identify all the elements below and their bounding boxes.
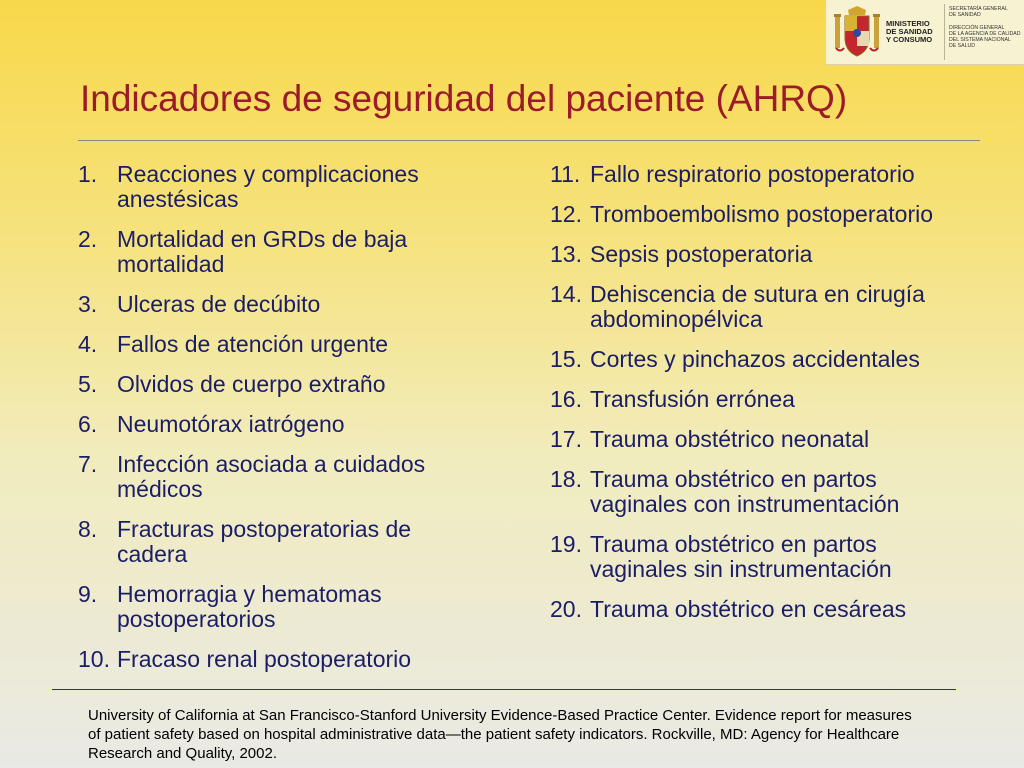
direccion-line: DE SALUD — [949, 43, 975, 49]
list-item — [550, 202, 980, 227]
item-text: Transfusión errónea — [590, 386, 795, 412]
item-number: 1. — [78, 161, 98, 187]
item-number: 7. — [78, 451, 98, 477]
item-number: 10. — [78, 646, 110, 672]
secretaria-line: DE SANIDAD — [949, 12, 981, 18]
item-number: 8. — [78, 516, 98, 542]
list-item — [550, 387, 980, 412]
list-item — [550, 597, 980, 622]
item-text: Ulceras de decúbito — [117, 291, 321, 317]
list-item — [550, 162, 980, 187]
indicator-list-left — [78, 162, 478, 687]
direccion-line: DIRECCIÓN GENERAL — [949, 25, 1005, 31]
ministry-logo — [826, 0, 1024, 65]
secretaria-line: SECRETARÍA GENERAL — [949, 6, 1008, 12]
list-item — [78, 372, 478, 397]
item-number: 14. — [550, 281, 582, 307]
item-text: Mortalidad en GRDs de baja mortalidad — [117, 226, 408, 277]
list-item — [78, 647, 478, 672]
indicator-list-right — [550, 162, 980, 637]
item-number: 20. — [550, 596, 582, 622]
item-number: 15. — [550, 346, 582, 372]
item-number: 19. — [550, 531, 582, 557]
item-number: 6. — [78, 411, 98, 437]
item-number: 18. — [550, 466, 582, 492]
item-text: Olvidos de cuerpo extraño — [117, 371, 386, 397]
item-number: 13. — [550, 241, 582, 267]
item-number: 16. — [550, 386, 582, 412]
ministry-line: DE SANIDAD — [886, 27, 933, 36]
list-item — [78, 452, 478, 502]
logo-divider — [944, 4, 945, 60]
list-item — [78, 517, 478, 567]
item-text: Fallos de atención urgente — [117, 331, 389, 357]
list-item — [550, 427, 980, 452]
item-text: Hemorragia y hematomas postoperatorios — [117, 581, 382, 632]
item-number: 17. — [550, 426, 582, 452]
item-text: Fracaso renal postoperatorio — [117, 646, 412, 672]
item-text: Trauma obstétrico en partos vaginales sin instrumentación — [590, 531, 892, 582]
item-text: Trauma obstétrico en cesáreas — [590, 596, 907, 622]
item-text: Infección asociada a cuidados médicos — [117, 451, 426, 502]
item-text: Trauma obstétrico neonatal — [590, 426, 870, 452]
item-text: Reacciones y complicaciones anestésicas — [117, 161, 419, 212]
list-item — [78, 412, 478, 437]
item-text: Neumotórax iatrógeno — [117, 411, 345, 437]
coat-of-arms-icon — [834, 6, 880, 58]
list-item — [78, 227, 478, 277]
item-number: 5. — [78, 371, 98, 397]
list-item — [550, 282, 980, 332]
item-text: Dehiscencia de sutura en cirugía abdominopélvica — [590, 281, 925, 332]
list-item — [78, 332, 478, 357]
list-item — [78, 292, 478, 317]
item-text: Cortes y pinchazos accidentales — [590, 346, 920, 372]
direccion-line: DEL SISTEMA NACIONAL — [949, 37, 1011, 43]
title-divider — [78, 140, 980, 141]
list-item — [78, 162, 478, 212]
item-number: 9. — [78, 581, 98, 607]
item-number: 11. — [550, 161, 581, 187]
list-item — [78, 582, 478, 632]
item-text: Sepsis postoperatoria — [590, 241, 813, 267]
list-item — [550, 347, 980, 372]
item-number: 4. — [78, 331, 98, 357]
ministry-line: MINISTERIO — [886, 19, 930, 28]
item-number: 2. — [78, 226, 98, 252]
list-item — [550, 467, 980, 517]
list-item — [550, 242, 980, 267]
item-text: Fallo respiratorio postoperatorio — [590, 161, 915, 187]
item-text: Tromboembolismo postoperatorio — [590, 201, 934, 227]
ministry-line: Y CONSUMO — [886, 35, 933, 44]
item-number: 3. — [78, 291, 98, 317]
direccion-line: DE LA AGENCIA DE CALIDAD — [949, 31, 1021, 37]
slide-title: Indicadores de seguridad del paciente (AHRQ) — [80, 78, 848, 119]
reference-divider — [52, 689, 956, 690]
item-number: 12. — [550, 201, 582, 227]
item-text: Trauma obstétrico en partos vaginales con instrumentación — [590, 466, 900, 517]
item-text: Fracturas postoperatorias de cadera — [117, 516, 412, 567]
department-names — [949, 6, 1023, 49]
reference-citation: University of California at San Francisco-Stanford University Evidence-Based Practice Center. Evidence report for measures of patient safety based on hospital administrative data—the patient safety indicators. Rockville, MD: Agency for Healthcare Research and Quality, 2002. — [88, 707, 912, 762]
list-item — [550, 532, 980, 582]
